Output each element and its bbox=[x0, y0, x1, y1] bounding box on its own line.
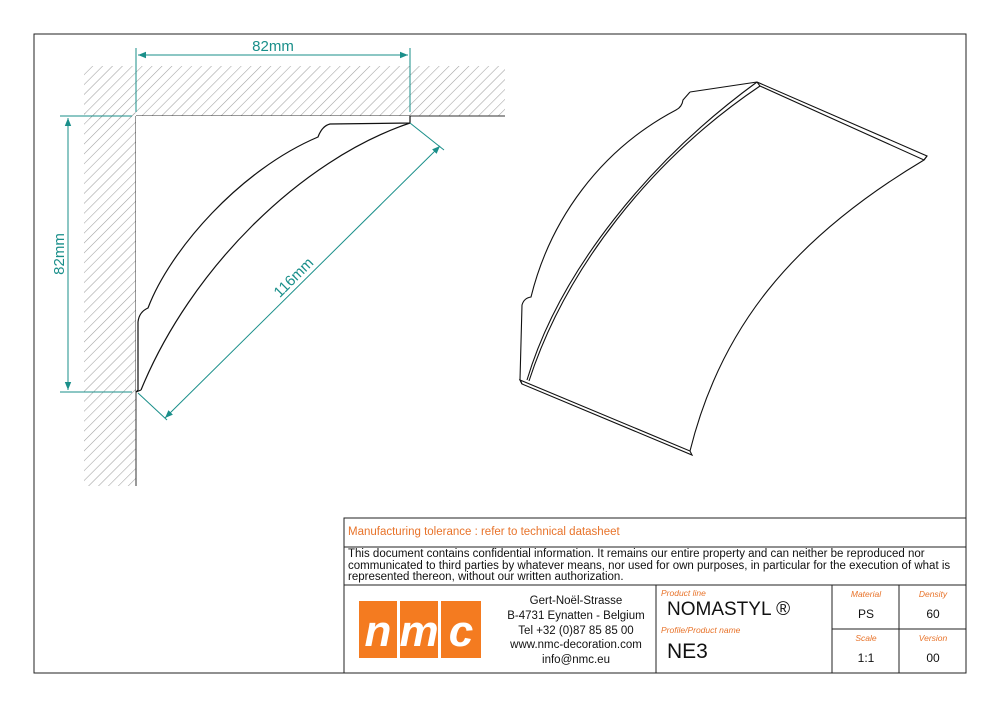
material-label: Material bbox=[850, 589, 882, 599]
profile-section bbox=[136, 116, 410, 392]
product-line-label: Product line bbox=[661, 588, 706, 598]
diagonal-dimension-label: 116mm bbox=[270, 254, 318, 302]
product-name-value: NE3 bbox=[667, 640, 708, 663]
height-dimension-label: 82mm bbox=[51, 233, 68, 275]
svg-text:m: m bbox=[399, 607, 439, 656]
version-label: Version bbox=[918, 633, 948, 643]
density-label: Density bbox=[918, 589, 948, 599]
product-line-value: NOMASTYL ® bbox=[667, 599, 791, 620]
address-street: Gert-Noël-Strasse bbox=[529, 595, 623, 607]
tolerance-note: Manufacturing tolerance : refer to technical datasheet bbox=[348, 526, 620, 538]
material-value: PS bbox=[857, 607, 874, 621]
address-phone: Tel +32 (0)87 85 85 00 bbox=[518, 624, 634, 637]
company-address bbox=[496, 594, 656, 668]
svg-text:c: c bbox=[448, 607, 474, 656]
profile-3d-view bbox=[520, 82, 927, 455]
confidentiality-notice: This document contains confidential information. It remains our entire property and can neither be reproduced nor communicated to third parties by whatever means, nor used for own purposes, in particular for the execution of what is represented thereon, without our written authorization. bbox=[348, 548, 951, 584]
product-name-label: Profile/Product name bbox=[661, 625, 741, 635]
svg-text:n: n bbox=[364, 607, 392, 656]
nmc-logo bbox=[359, 601, 481, 658]
scale-value: 1:1 bbox=[857, 651, 875, 665]
version-value: 00 bbox=[926, 651, 940, 665]
density-value: 60 bbox=[926, 607, 940, 621]
address-city: B-4731 Eynatten - Belgium bbox=[507, 609, 645, 622]
scale-label: Scale bbox=[855, 633, 877, 643]
address-email: info@nmc.eu bbox=[542, 654, 610, 667]
address-website: www.nmc-decoration.com bbox=[510, 639, 642, 652]
width-dimension-label: 82mm bbox=[252, 38, 294, 55]
